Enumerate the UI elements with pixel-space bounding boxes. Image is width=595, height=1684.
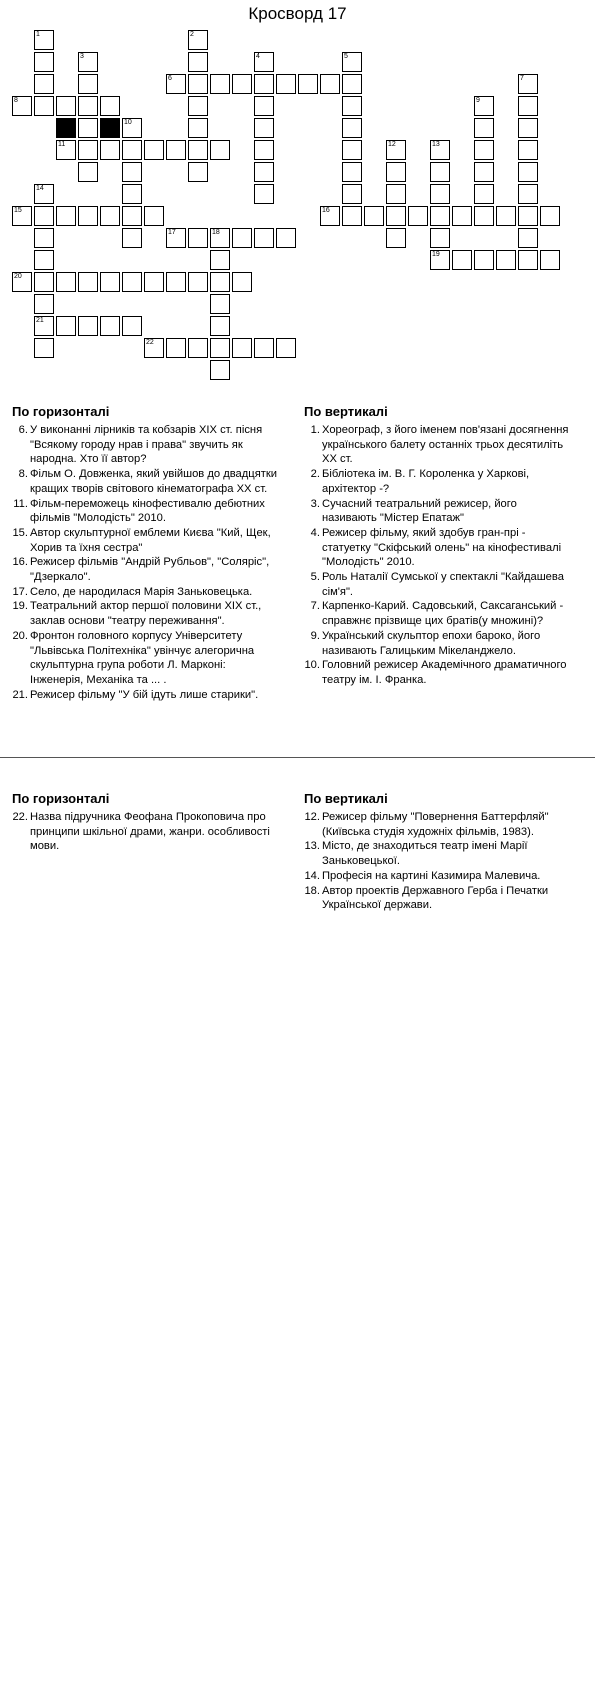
grid-cell[interactable] bbox=[254, 52, 274, 72]
grid-cell[interactable] bbox=[364, 206, 384, 226]
grid-cell[interactable] bbox=[78, 96, 98, 116]
clue-item-text: Автор проектів Державного Герба і Печатки Української держави. bbox=[322, 884, 549, 912]
grid-cell[interactable] bbox=[518, 162, 538, 182]
grid-cell[interactable] bbox=[100, 140, 120, 160]
crossword-grid bbox=[0, 0, 595, 400]
clue-item bbox=[12, 467, 282, 496]
grid-cell[interactable] bbox=[430, 228, 450, 248]
grid-cell[interactable] bbox=[386, 184, 406, 204]
grid-cell[interactable] bbox=[34, 206, 54, 226]
grid-cell[interactable] bbox=[166, 338, 186, 358]
clue-item-number: 14. bbox=[304, 869, 320, 882]
grid-cell[interactable] bbox=[540, 250, 560, 270]
grid-cell[interactable] bbox=[144, 140, 164, 160]
page-title: Кросворд 17 bbox=[248, 4, 347, 23]
grid-cell[interactable] bbox=[122, 184, 142, 204]
grid-cell[interactable] bbox=[254, 228, 274, 248]
clue-item-text: Професія на картині Казимира Малевича. bbox=[322, 869, 541, 882]
clue-number: 12 bbox=[388, 141, 396, 148]
clue-number: 20 bbox=[14, 273, 22, 280]
grid-cell[interactable] bbox=[474, 118, 494, 138]
across-clues-section bbox=[12, 404, 282, 702]
grid-cell[interactable] bbox=[232, 74, 252, 94]
grid-cell[interactable] bbox=[474, 96, 494, 116]
grid-cell[interactable] bbox=[78, 140, 98, 160]
clue-item-text: Фільм О. Довженка, який увійшов до двадцятки кращих творів світового кінематографа ХХ ст. bbox=[30, 468, 278, 495]
grid-cell[interactable] bbox=[56, 140, 76, 160]
clue-item-text: Український скульптор епохи бароко, його називають Галицьким Мікеланджело. bbox=[322, 629, 541, 657]
black-cell bbox=[100, 118, 120, 138]
grid-cell[interactable] bbox=[474, 250, 494, 270]
clue-item-text: Режисер фільмів "Андрій Рубльов", "Соляріс", "Дзеркало". bbox=[30, 556, 270, 584]
grid-cell[interactable] bbox=[34, 74, 54, 94]
grid-cell[interactable] bbox=[474, 140, 494, 160]
grid-cell[interactable] bbox=[254, 184, 274, 204]
grid-cell[interactable] bbox=[12, 206, 32, 226]
grid-cell[interactable] bbox=[34, 338, 54, 358]
clue-number: 22 bbox=[146, 339, 154, 346]
clue-item bbox=[304, 467, 574, 496]
grid-cell[interactable] bbox=[254, 162, 274, 182]
grid-cell[interactable] bbox=[78, 52, 98, 72]
clue-item bbox=[12, 688, 282, 703]
grid-cell[interactable] bbox=[34, 184, 54, 204]
grid-cell[interactable] bbox=[34, 52, 54, 72]
grid-cell[interactable] bbox=[320, 74, 340, 94]
down-clue-list-2 bbox=[304, 810, 574, 913]
clue-item-number: 20. bbox=[12, 629, 28, 642]
grid-cell[interactable] bbox=[122, 272, 142, 292]
grid-cell[interactable] bbox=[56, 96, 76, 116]
clue-item-text: Карпенко-Карий. Садовський, Саксаганський - справжнє прізвище цих братів(у множині)? bbox=[322, 600, 564, 628]
grid-cell[interactable] bbox=[188, 228, 208, 248]
grid-cell[interactable] bbox=[100, 206, 120, 226]
clue-item-number: 9. bbox=[310, 629, 320, 642]
grid-cell[interactable] bbox=[386, 140, 406, 160]
clue-item bbox=[12, 555, 282, 584]
grid-cell[interactable] bbox=[56, 316, 76, 336]
grid-cell[interactable] bbox=[188, 96, 208, 116]
across-heading-2: По горизонталі bbox=[12, 791, 110, 806]
clue-item-text: Режисер фільму, який здобув гран-прі - статуетку "Скіфський олень" на кінофестивалі "Молодість" 2010. bbox=[322, 526, 562, 569]
clue-number: 6 bbox=[168, 75, 172, 82]
grid-cell[interactable] bbox=[166, 140, 186, 160]
grid-cell[interactable] bbox=[210, 74, 230, 94]
grid-cell[interactable] bbox=[518, 250, 538, 270]
clue-item-text: Бібліотека ім. В. Г. Короленка у Харкові, архітектор -? bbox=[322, 468, 530, 495]
grid-cell[interactable] bbox=[210, 316, 230, 336]
clue-number: 15 bbox=[14, 207, 22, 214]
clue-number: 19 bbox=[432, 251, 440, 258]
clue-item bbox=[304, 526, 574, 570]
grid-cell[interactable] bbox=[34, 30, 54, 50]
grid-cell[interactable] bbox=[518, 228, 538, 248]
grid-cell[interactable] bbox=[430, 140, 450, 160]
down-clue-list bbox=[304, 423, 574, 688]
down-clues-section bbox=[304, 404, 574, 688]
clue-item-text: Місто, де знаходиться театр імені Марії Заньковецької. bbox=[322, 840, 528, 868]
grid-cell[interactable] bbox=[386, 162, 406, 182]
clue-item bbox=[304, 884, 574, 913]
down-heading-2: По вертикалі bbox=[304, 791, 388, 806]
clue-item-number: 21. bbox=[12, 688, 28, 701]
grid-cell[interactable] bbox=[56, 206, 76, 226]
grid-cell[interactable] bbox=[188, 118, 208, 138]
clue-item-number: 22. bbox=[12, 811, 28, 823]
grid-cell[interactable] bbox=[100, 316, 120, 336]
grid-cell[interactable] bbox=[342, 52, 362, 72]
grid-cell[interactable] bbox=[430, 162, 450, 182]
clue-item-number: 19. bbox=[12, 600, 28, 613]
page-divider bbox=[0, 757, 595, 758]
grid-cell[interactable] bbox=[34, 316, 54, 336]
grid-cell[interactable] bbox=[276, 338, 296, 358]
clue-item bbox=[304, 599, 574, 628]
clue-number: 17 bbox=[168, 229, 176, 236]
grid-cell[interactable] bbox=[210, 294, 230, 314]
grid-cell[interactable] bbox=[408, 206, 428, 226]
grid-cell[interactable] bbox=[452, 206, 472, 226]
grid-cell[interactable] bbox=[144, 206, 164, 226]
clue-item-number: 15. bbox=[12, 526, 28, 539]
clue-item-text: Головний режисер Академічного драматичного театру ім. І. Франка. bbox=[322, 659, 567, 686]
clue-item-number: 5. bbox=[310, 571, 320, 584]
grid-cell[interactable] bbox=[474, 162, 494, 182]
grid-cell[interactable] bbox=[342, 206, 362, 226]
grid-cell[interactable] bbox=[342, 118, 362, 138]
grid-cell[interactable] bbox=[34, 96, 54, 116]
clue-item bbox=[12, 526, 282, 555]
clue-item bbox=[304, 423, 574, 467]
grid-cell[interactable] bbox=[496, 206, 516, 226]
grid-cell[interactable] bbox=[342, 74, 362, 94]
grid-cell[interactable] bbox=[122, 228, 142, 248]
clue-item-number: 3. bbox=[310, 497, 320, 510]
clue-number: 4 bbox=[256, 53, 260, 60]
clue-number: 16 bbox=[322, 207, 330, 214]
clue-number: 11 bbox=[58, 141, 66, 148]
grid-cell[interactable] bbox=[122, 118, 142, 138]
clue-number: 21 bbox=[36, 317, 44, 324]
clue-number: 2 bbox=[190, 31, 194, 38]
grid-cell[interactable] bbox=[188, 272, 208, 292]
grid-cell[interactable] bbox=[254, 140, 274, 160]
grid-cell[interactable] bbox=[12, 96, 32, 116]
grid-cell[interactable] bbox=[320, 206, 340, 226]
clue-item-text: Роль Наталії Сумської у спектаклі "Кайдашева сім'я". bbox=[322, 571, 564, 598]
clue-item-text: Режисер фільму "У бій ідуть лише старики". bbox=[30, 688, 259, 701]
clue-item bbox=[304, 570, 574, 599]
grid-cell[interactable] bbox=[166, 228, 186, 248]
grid-cell[interactable] bbox=[518, 96, 538, 116]
clue-item bbox=[12, 585, 282, 600]
clue-item-text: Автор скульптурної емблеми Києва "Кий, Щек, Хорив та їхня сестра" bbox=[30, 526, 271, 554]
grid-cell[interactable] bbox=[210, 250, 230, 270]
grid-cell[interactable] bbox=[210, 228, 230, 248]
grid-cell[interactable] bbox=[342, 184, 362, 204]
grid-cell[interactable] bbox=[496, 250, 516, 270]
clue-item bbox=[304, 810, 574, 839]
clue-item-number: 13. bbox=[304, 840, 320, 853]
grid-cell[interactable] bbox=[144, 338, 164, 358]
grid-cell[interactable] bbox=[276, 74, 296, 94]
clue-item-text: Театральний актор першої половини ХІХ ст., заклав основи "театру переживання". bbox=[30, 600, 262, 628]
clue-item bbox=[12, 497, 282, 526]
clue-item bbox=[12, 810, 282, 854]
grid-cell[interactable] bbox=[276, 228, 296, 248]
grid-cell[interactable] bbox=[342, 96, 362, 116]
grid-cell[interactable] bbox=[342, 162, 362, 182]
clue-item-number: 6. bbox=[18, 424, 28, 436]
grid-cell[interactable] bbox=[254, 338, 274, 358]
grid-cell[interactable] bbox=[34, 272, 54, 292]
clue-item-text: Хореограф, з його іменем пов'язані досягнення українського балету останніх трьох десятиліть ХХ ст. bbox=[322, 424, 569, 466]
clue-item-number: 11. bbox=[13, 497, 28, 510]
grid-cell[interactable] bbox=[56, 272, 76, 292]
grid-cell[interactable] bbox=[540, 206, 560, 226]
grid-cell[interactable] bbox=[122, 206, 142, 226]
grid-cell[interactable] bbox=[12, 272, 32, 292]
grid-cell[interactable] bbox=[232, 228, 252, 248]
grid-cell[interactable] bbox=[430, 184, 450, 204]
grid-cell[interactable] bbox=[386, 228, 406, 248]
grid-cell[interactable] bbox=[298, 74, 318, 94]
down-clues-section-2 bbox=[304, 791, 574, 913]
clue-number: 5 bbox=[344, 53, 348, 60]
grid-cell[interactable] bbox=[430, 250, 450, 270]
grid-cell[interactable] bbox=[342, 140, 362, 160]
grid-cell[interactable] bbox=[78, 74, 98, 94]
down-heading: По вертикалі bbox=[304, 404, 388, 419]
grid-cell[interactable] bbox=[34, 228, 54, 248]
grid-cell[interactable] bbox=[254, 74, 274, 94]
grid-cell[interactable] bbox=[210, 338, 230, 358]
grid-cell[interactable] bbox=[386, 206, 406, 226]
grid-cell[interactable] bbox=[210, 272, 230, 292]
clue-item-number: 7. bbox=[310, 600, 320, 613]
grid-cell[interactable] bbox=[188, 74, 208, 94]
grid-cell[interactable] bbox=[188, 30, 208, 50]
grid-cell[interactable] bbox=[188, 162, 208, 182]
clue-item-text: Фільм-переможець кінофестивалю дебютних фільмів "Молодість" 2010. bbox=[30, 497, 265, 525]
clue-item-text: Режисер фільму "Повернення Баттерфляй"(Київська студія художніх фільмів, 1983). bbox=[322, 811, 549, 838]
clue-item-number: 1. bbox=[310, 424, 320, 436]
grid-cell[interactable] bbox=[78, 316, 98, 336]
grid-cell[interactable] bbox=[518, 206, 538, 226]
grid-cell[interactable] bbox=[188, 52, 208, 72]
grid-cell[interactable] bbox=[188, 140, 208, 160]
grid-cell[interactable] bbox=[474, 206, 494, 226]
grid-cell[interactable] bbox=[122, 162, 142, 182]
clue-item bbox=[12, 423, 282, 467]
grid-cell[interactable] bbox=[518, 74, 538, 94]
across-clue-list bbox=[12, 423, 282, 702]
grid-cell[interactable] bbox=[232, 272, 252, 292]
grid-cell[interactable] bbox=[100, 96, 120, 116]
grid-cell[interactable] bbox=[122, 140, 142, 160]
grid-cell[interactable] bbox=[210, 140, 230, 160]
grid-cell[interactable] bbox=[166, 74, 186, 94]
clue-item-number: 17. bbox=[12, 585, 28, 598]
grid-cell[interactable] bbox=[188, 338, 208, 358]
grid-cell[interactable] bbox=[144, 272, 164, 292]
grid-cell[interactable] bbox=[518, 184, 538, 204]
clue-item-number: 12. bbox=[304, 811, 320, 823]
clue-number: 13 bbox=[432, 141, 440, 148]
clue-number: 9 bbox=[476, 97, 480, 104]
clue-item bbox=[304, 658, 574, 687]
grid-cell[interactable] bbox=[518, 140, 538, 160]
grid-cell[interactable] bbox=[210, 360, 230, 380]
clue-item bbox=[304, 869, 574, 884]
grid-cell[interactable] bbox=[166, 272, 186, 292]
clue-number: 1 bbox=[36, 31, 40, 38]
grid-cell[interactable] bbox=[430, 206, 450, 226]
clue-item-text: У виконанні лірників та кобзарів XIX ст. пісня "Всякому городу нрав і права" звучить як народна. Хто її автор? bbox=[30, 424, 263, 466]
clue-number: 7 bbox=[520, 75, 524, 82]
grid-cell[interactable] bbox=[122, 316, 142, 336]
clue-item-text: Село, де народилася Марія Заньковецька. bbox=[30, 585, 253, 598]
clue-item-text: Сучасний театральний режисер, його називають "Містер Епатаж" bbox=[322, 497, 517, 525]
grid-cell[interactable] bbox=[254, 118, 274, 138]
clue-item bbox=[12, 629, 282, 688]
clue-number: 8 bbox=[14, 97, 18, 104]
grid-cell[interactable] bbox=[78, 206, 98, 226]
grid-cell[interactable] bbox=[518, 118, 538, 138]
clue-number: 18 bbox=[212, 229, 220, 236]
grid-cell[interactable] bbox=[474, 184, 494, 204]
clue-item bbox=[304, 839, 574, 868]
black-cell bbox=[56, 118, 76, 138]
clue-item bbox=[12, 599, 282, 628]
grid-cell[interactable] bbox=[452, 250, 472, 270]
across-clue-list-2 bbox=[12, 810, 282, 854]
grid-cell[interactable] bbox=[78, 118, 98, 138]
grid-cell[interactable] bbox=[232, 338, 252, 358]
across-clues-section-2 bbox=[12, 791, 282, 854]
grid-cell[interactable] bbox=[100, 272, 120, 292]
clue-item-number: 10. bbox=[304, 659, 320, 672]
clue-item bbox=[304, 629, 574, 658]
clue-item-text: Фронтон головного корпусу Університету "Львівська Політехніка" увінчує алегорична скульптурна група роботи Л. Марконі: Інженерія, Механіка та ... . bbox=[30, 629, 255, 686]
grid-cell[interactable] bbox=[78, 162, 98, 182]
grid-cell[interactable] bbox=[254, 96, 274, 116]
clue-item bbox=[304, 497, 574, 526]
clue-item-number: 4. bbox=[310, 526, 320, 539]
clue-item-number: 16. bbox=[12, 556, 28, 569]
clue-number: 14 bbox=[36, 185, 44, 192]
grid-cell[interactable] bbox=[34, 250, 54, 270]
clue-number: 10 bbox=[124, 119, 132, 126]
clue-number: 3 bbox=[80, 53, 84, 60]
clue-item-text: Назва підручника Феофана Прокоповича про принципи шкільної драми, жанри. особливості мови. bbox=[30, 811, 270, 853]
clue-item-number: 18. bbox=[304, 884, 320, 897]
grid-cell[interactable] bbox=[34, 294, 54, 314]
clue-item-number: 2. bbox=[310, 468, 320, 481]
grid-cell[interactable] bbox=[78, 272, 98, 292]
across-heading: По горизонталі bbox=[12, 404, 110, 419]
clue-item-number: 8. bbox=[18, 468, 28, 481]
